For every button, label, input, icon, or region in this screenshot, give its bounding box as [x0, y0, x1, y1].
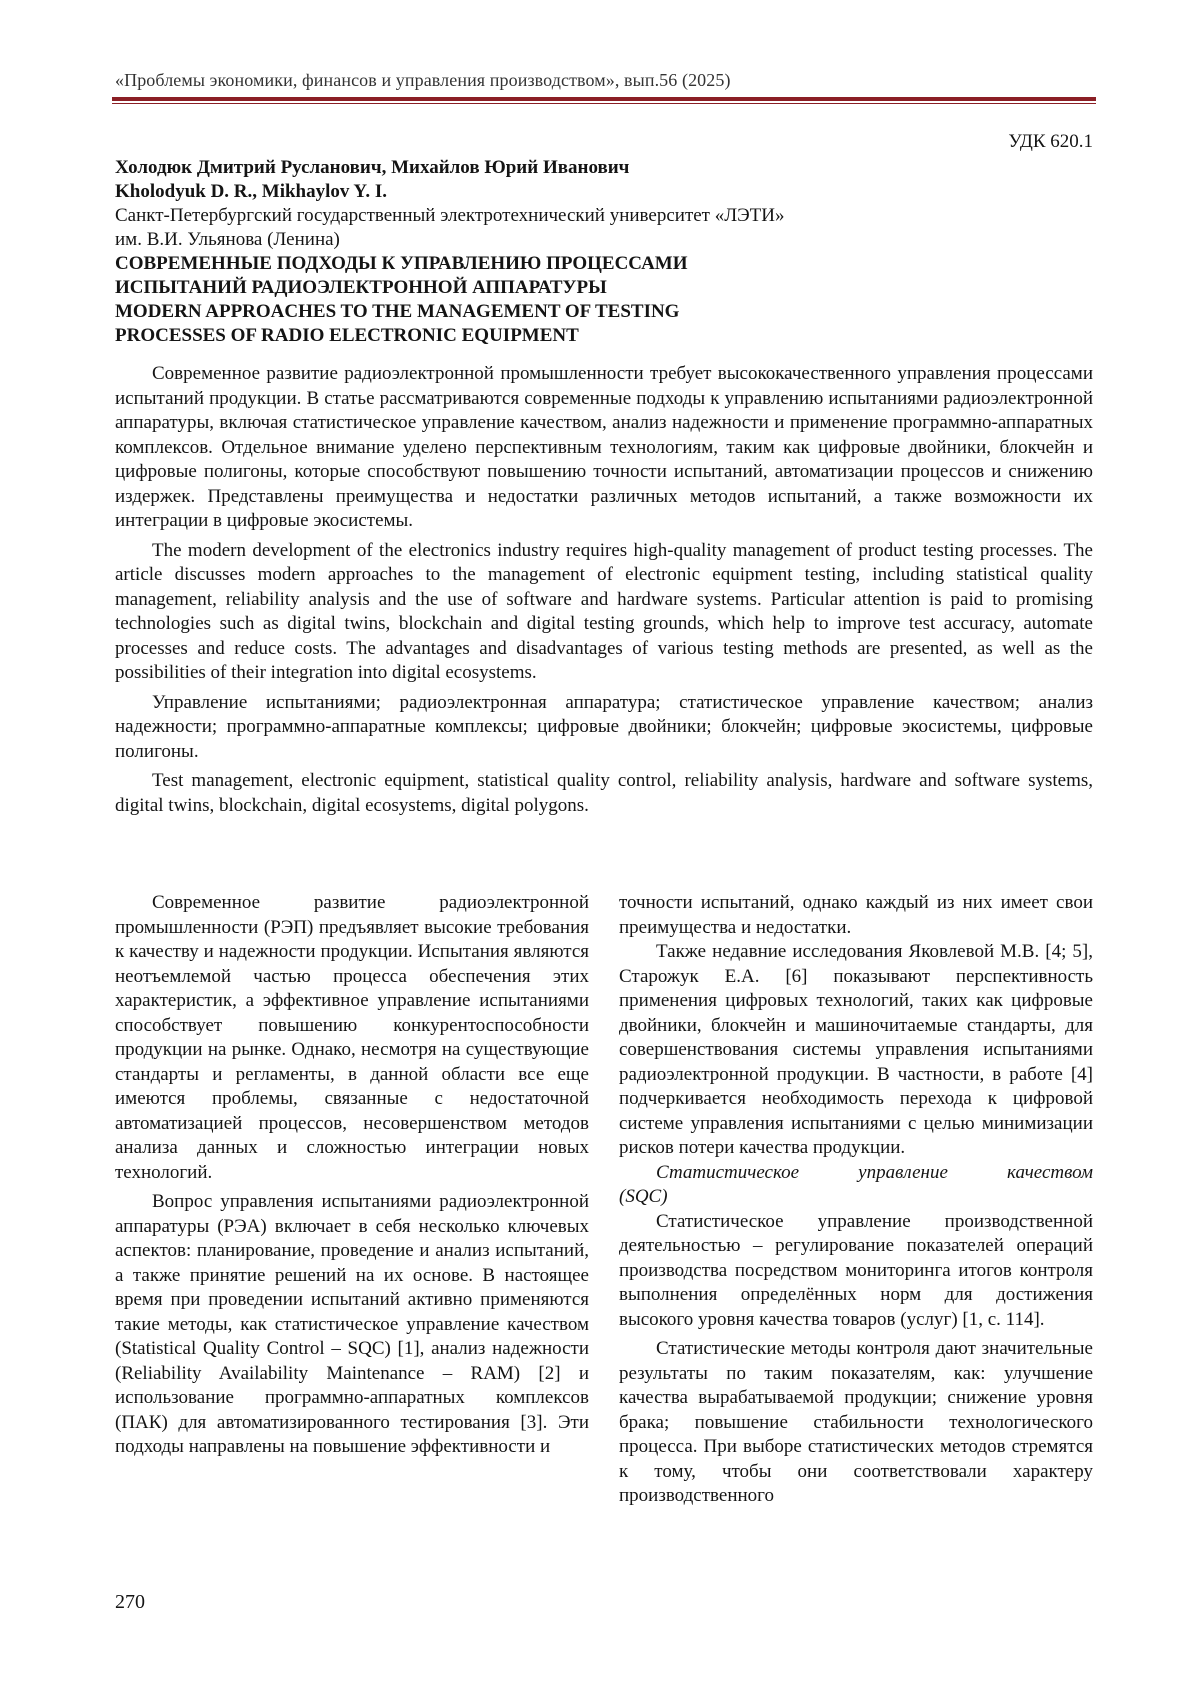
body-paragraph: Современное развитие радиоэлектронной промышленности (РЭП) предъявляет высокие требования к качеству и надежности продукции. Испытания являются неотъемлемой частью процесса обеспечения этих характеристик, а эффективное управление испытаниями способствует повышению конкурентоспособности продукции на рынке. Однако, несмотря на существующие стандарты и регламенты, в данной области все еще имеются проблемы, связанные с недостаточной автоматизацией процессов, несовершенством методов анализа данных и сложностью интеграции новых технологий.: [115, 892, 589, 1183]
abstract-block: [115, 362, 1093, 818]
abstract-ru: Современное развитие радиоэлектронной промышленности требует высококачественного управления процессами испытаний продукции. В статье рассматриваются современные подходы к управлению испытаниями радиоэлектронной аппаратуры, включая статистическое управление качеством, анализ надежности и применение программно-аппаратных комплексов. Отдельное внимание уделено перспективным технологиям, таким как цифровые двойники, блокчейн и цифровые полигоны, которые способствуют повышению точности испытаний, автоматизации процессов и снижению издержек. Представлены преимущества и недостатки различных методов испытаний, а также возможности их интеграции в цифровые экосистемы.: [115, 363, 1093, 531]
keywords-ru: Управление испытаниями; радиоэлектронная аппаратура; статистическое управление качеством; анализ надежности; программно-аппаратные комплексы; цифровые двойники; блокчейн; цифровые экосистемы, цифровые полигоны.: [115, 691, 1093, 762]
body-paragraph: Вопрос управления испытаниями радиоэлектронной аппаратуры (РЭА) включает в себя несколько ключевых аспектов: планирование, проведение и анализ испытаний, а также принятие решений на их основе. В настоящее время при проведении испытаний активно применяются такие методы, как статистическое управление качеством (Statistical Quality Control – SQC) [1], анализ надежности (Reliability Availability Maintenance – RAM) [2] и использование программно-аппаратных комплексов (ПАК) для автоматизированного тестирования [3]. Эти подходы направлены на повышение эффективности и: [115, 1191, 589, 1457]
body-paragraph: Также недавние исследования Яковлевой М.В. [4; 5], Старожук Е.А. [6] показывают перспективность применения цифровых технологий, таких как цифровые двойники, блокчейн и машиночитаемые стандарты, для совершенствования системы управления испытаниями радиоэлектронной продукции. В частности, в работе [4] подчеркивается необходимость перехода к цифровой системе управления испытаниями с целью минимизации рисков потери качества продукции.: [619, 941, 1093, 1158]
page-number: 270: [115, 1591, 145, 1613]
body-paragraph: точности испытаний, однако каждый из них имеет свои преимущества и недостатки.: [619, 892, 1093, 938]
authors-ru: Холодюк Дмитрий Русланович, Михайлов Юрий Иванович: [115, 157, 630, 178]
title-ru-line-1: СОВРЕМЕННЫЕ ПОДХОДЫ К УПРАВЛЕНИЮ ПРОЦЕССАМИ: [115, 253, 688, 274]
abstract-en: The modern development of the electronics industry requires high-quality management of product testing processes. The article discusses modern approaches to the management of electronic equipment testing, including statistical quality management, reliability analysis and the use of software and hardware systems. Particular attention is paid to promising technologies such as digital twins, blockchain and digital testing grounds, which help to improve test accuracy, automate processes and reduce costs. The advantages and disadvantages of various testing methods are presented, as well as the possibilities of their integration into digital ecosystems.: [115, 539, 1093, 683]
header-rule-thin: [112, 103, 1096, 104]
keywords-en: Test management, electronic equipment, statistical quality control, reliability analysis, hardware and software systems, digital twins, blockchain, digital ecosystems, digital polygons.: [115, 770, 1093, 816]
body-column-left: [115, 891, 589, 1460]
affiliation-line-2: им. В.И. Ульянова (Ленина): [115, 229, 340, 250]
journal-page: [115, 0, 1093, 1697]
authors-en: Kholodyuk D. R., Mikhaylov Y. I.: [115, 181, 388, 202]
running-head: «Проблемы экономики, финансов и управления производством», вып.56 (2025): [115, 70, 731, 90]
body-paragraph: Статистическое управление производственной деятельностью – регулирование показателей операций производства посредством мониторинга итогов контроля выполнения определённых норм для достижения высокого уровня качества товаров (услуг) [1, с. 114].: [619, 1210, 1093, 1330]
body-column-right: [619, 891, 1093, 1509]
header-rule: [112, 97, 1096, 101]
article-header: [115, 156, 1093, 348]
section-heading-sqc-line-1: Статистическое управление качеством: [656, 1161, 1093, 1183]
title-en-line-2: PROCESSES OF RADIO ELECTRONIC EQUIPMENT: [115, 325, 579, 346]
title-ru-line-2: ИСПЫТАНИЙ РАДИОЭЛЕКТРОННОЙ АППАРАТУРЫ: [115, 277, 607, 298]
affiliation-line-1: Санкт-Петербургский государственный электротехнический университет «ЛЭТИ»: [115, 205, 785, 226]
section-heading-sqc-line-2: (SQC): [619, 1186, 668, 1207]
udk-code: УДК 620.1: [1008, 131, 1093, 152]
title-en-line-1: MODERN APPROACHES TO THE MANAGEMENT OF TESTING: [115, 301, 680, 322]
body-paragraph: Статистические методы контроля дают значительные результаты по таким показателям, как: улучшение качества вырабатываемой продукции; снижение уровня брака; повышение стабильности технологического процесса. При выборе статистических методов стремятся к тому, чтобы они соответствовали характеру производственного: [619, 1338, 1093, 1506]
